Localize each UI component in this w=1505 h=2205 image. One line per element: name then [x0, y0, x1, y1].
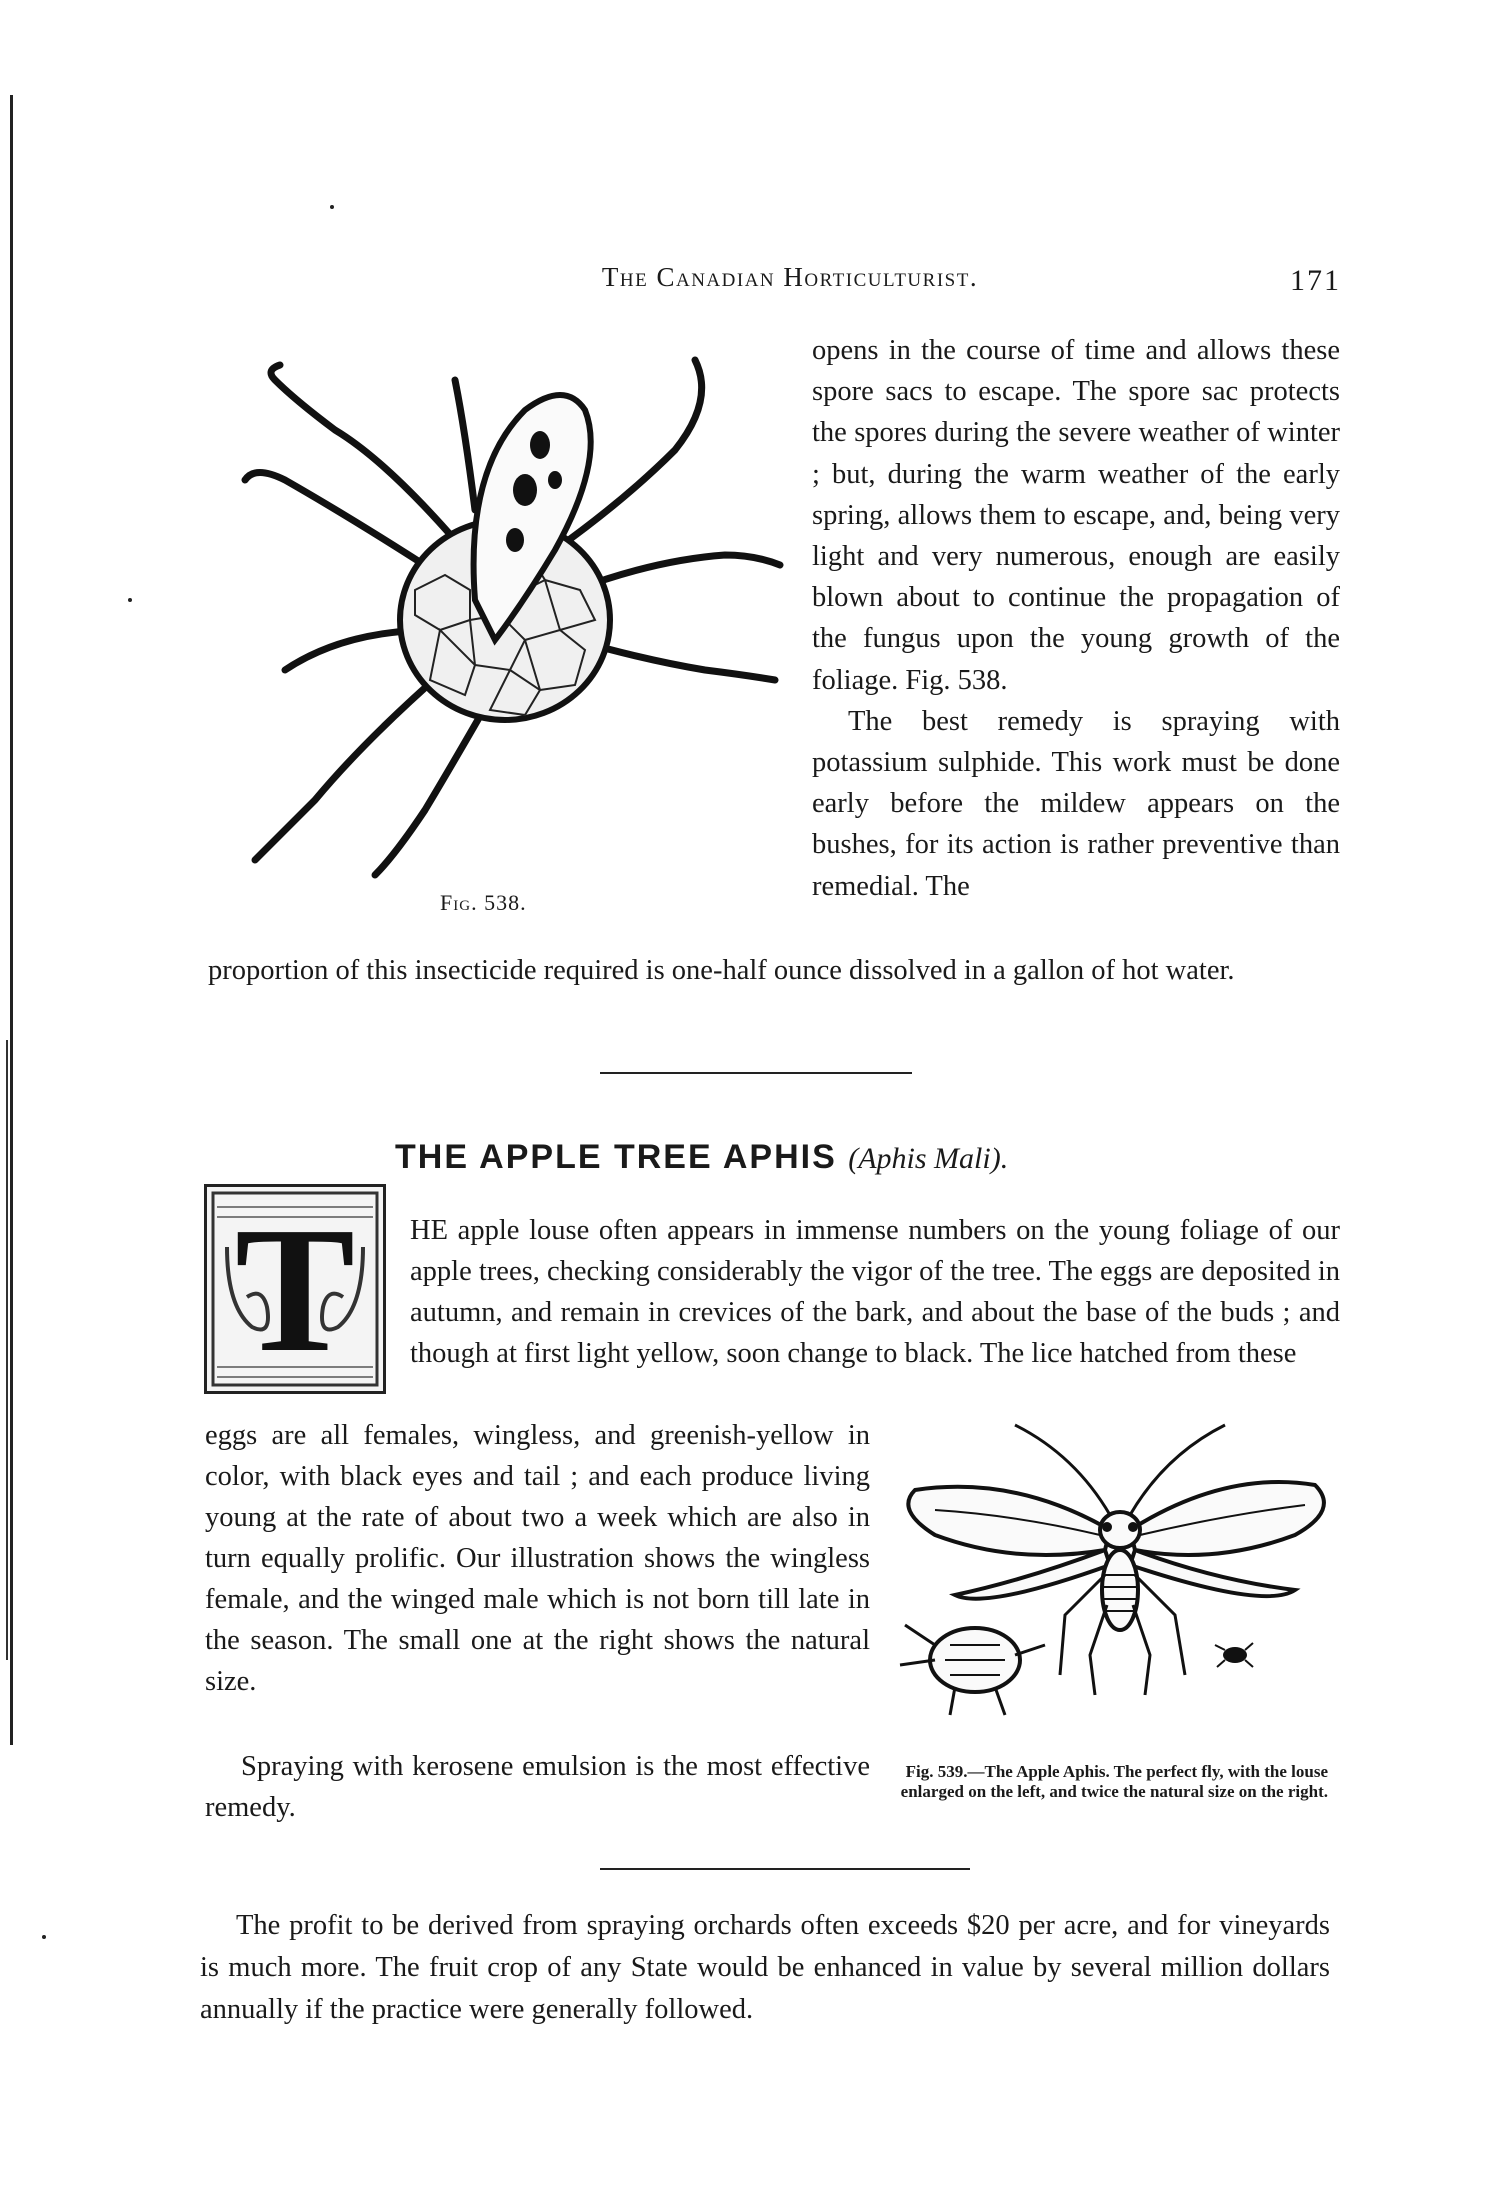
aphis-remedy-paragraph [205, 1746, 870, 1828]
fig-539-illustration [895, 1415, 1345, 1725]
running-head [520, 262, 1060, 293]
page-number: 171 [1290, 264, 1341, 297]
closing-paragraph [200, 1905, 1330, 2031]
fig-538-caption: Fig. 538. [440, 890, 527, 915]
scan-speck [330, 205, 334, 209]
section-divider [600, 1868, 970, 1870]
scan-speck [128, 598, 132, 602]
aphis-paragraph-left [205, 1415, 870, 1702]
fig-539-caption: Fig. 539.—The Apple Aphis. The perfect fly, with the louse enlarged on the left, and twice the natural size on the right. [900, 1762, 1328, 1801]
scan-speck [42, 1935, 46, 1939]
mildew-paragraph-2: The best remedy is spraying with potassium sulphide. This work must be done early before the mildew appears on the bushes, for its action is rather preventive than remedial. The [812, 705, 1340, 902]
scan-edge-line [10, 95, 13, 1745]
section-heading [395, 1138, 1195, 1177]
mildew-continuation [208, 950, 1340, 991]
aphis-paragraph-top [410, 1210, 1340, 1374]
closing-text: The profit to be derived from spraying orchards often exceeds $20 per acre, and for vineyards is much more. The fruit crop of any State would be enhanced in value by several million dollars annually if the practice were generally followed. [200, 1910, 1330, 2025]
mildew-paragraph-2-continued: proportion of this insecticide required is one-half ounce dissolved in a gallon of hot water. [208, 955, 1235, 986]
fig-538-illustration [225, 340, 785, 880]
mildew-column-text [812, 330, 1340, 907]
heading-title: THE APPLE TREE APHIS [395, 1138, 837, 1176]
section-divider [600, 1072, 912, 1074]
aphis-paragraph-1: HE apple louse often appears in immense numbers on the young foliage of our apple trees, checking considerably the vigor of the tree. The eggs are deposited in autumn, and remain in crevices of the bark, and about the base of the buds ; and though at first light yellow, soon change to black. The lice hatched from these [410, 1215, 1340, 1369]
drop-cap-letter: T [234, 1189, 356, 1389]
heading-scientific-name: (Aphis Mali). [848, 1142, 1009, 1175]
aphis-paragraph-2: Spraying with kerosene emulsion is the most effective remedy. [205, 1751, 870, 1823]
ornamental-drop-cap [204, 1184, 386, 1394]
aphis-paragraph-1-continued: eggs are all females, wingless, and greenish-yellow in color, with black eyes and tail ; and each produce living young at the rate of about two a week which are also in turn equally prolific. Our illustration shows the wingless female, and the winged male which is not born till late in the season. The small one at the right shows the natural size. [205, 1420, 870, 1697]
scan-edge-line [6, 1040, 8, 1660]
mildew-paragraph-1: opens in the course of time and allows these spore sacs to escape. The spore sac protects the spores during the severe weather of winter ; but, during the warm weather of the early spring, allows them to escape, and, being very light and very numerous, enough are easily blown about to continue the propagation of the fungus upon the young growth of the foliage. Fig. 538. [812, 335, 1340, 696]
journal-title: The Canadian Horticulturist. [601, 262, 979, 292]
